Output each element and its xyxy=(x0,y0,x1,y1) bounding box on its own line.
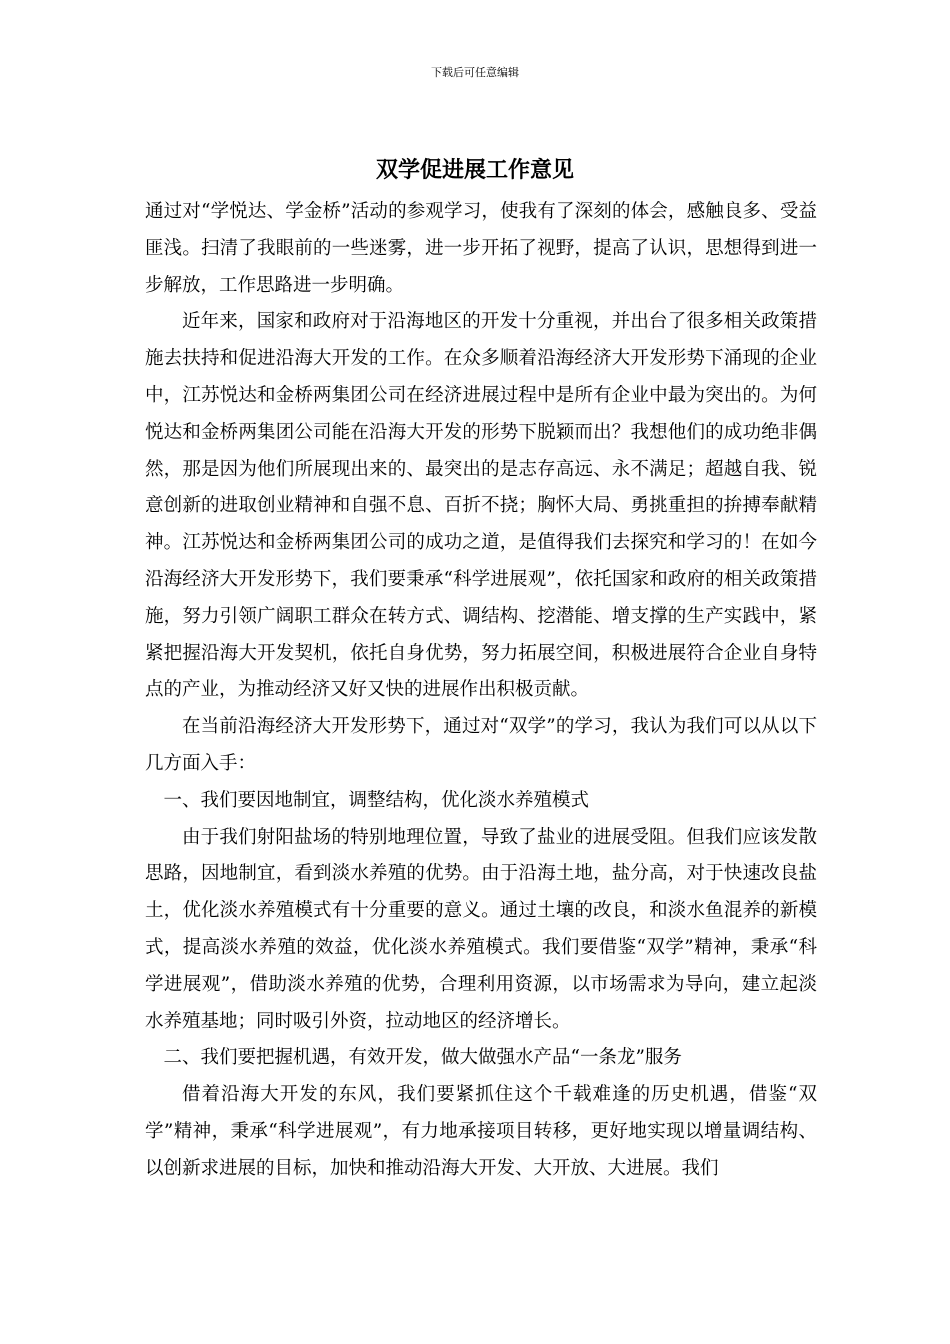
paragraph-section-2: 借着沿海大开发的东风，我们要紧抓住这个千载难逢的历史机遇，借鉴“双学”精神，秉承“科学进展观”，有力地承接项目转移，更好地实现以增量调结构、以创新求进展的目标，加快和推动沿海大开发、大开放、大进展。我们 xyxy=(145,1084,817,1179)
paragraph-section-1: 由于我们射阳盐场的特别地理位置，导致了盐业的进展受阻。但我们应该发散思路，因地制宜，看到淡水养殖的优势。由于沿海土地，盐分高，对于快速改良盐土，优化淡水养殖模式有十分重要的意义。通过土壤的改良，和淡水鱼混养的新模式，提高淡水养殖的效益，优化淡水养殖模式。我们要借鉴“双学”精神，秉承“科学进展观”，借助淡水养殖的优势，合理利用资源，以市场需求为导向，建立起淡水养殖基地；同时吸引外资，拉动地区的经济增长。 xyxy=(145,826,817,1032)
section-heading-2: 二、我们要把握机遇，有效开发，做大做强水产品“一条龙”服务 xyxy=(163,1047,682,1069)
paragraph-background: 近年来，国家和政府对于沿海地区的开发十分重视，并出台了很多相关政策措施去扶持和促进沿海大开发的工作。在众多顺着沿海经济大开发形势下涌现的企业中，江苏悦达和金桥两集团公司在经济进展过程中是所有企业中最为突出的。为何悦达和金桥两集团公司能在沿海大开发的形势下脱颖而出？我想他们的成功绝非偶然，那是因为他们所展现出来的、最突出的是志存高远、永不满足；超越自我、锐意创新的进取创业精神和自强不息、百折不挠；胸怀大局、勇挑重担的拚搏奉献精神。江苏悦达和金桥两集团公司的成功之道，是值得我们去探究和学习的！在如今沿海经济大开发形势下，我们要秉承“科学进展观”，依托国家和政府的相关政策措施，努力引领广阔职工群众在转方式、调结构、挖潜能、增支撑的生产实践中，紧紧把握沿海大开发契机，依托自身优势，努力拓展空间，积极进展符合企业自身特点的产业，为推动经济又好又快的进展作出积极贡献。 xyxy=(145,311,817,701)
paragraph-approach: 在当前沿海经济大开发形势下，通过对“双学”的学习，我认为我们可以从以下几方面入手： xyxy=(145,716,817,774)
header-note: 下载后可任意编辑 xyxy=(431,66,519,79)
section-heading-1: 一、我们要因地制宜，调整结构，优化淡水养殖模式 xyxy=(163,789,590,811)
paragraph-intro: 通过对“学悦达、学金桥”活动的参观学习，使我有了深刻的体会，感触良多、受益匪浅。扫清了我眼前的一些迷雾，进一步开拓了视野，提高了认识，思想得到进一步解放，工作思路进一步明确。 xyxy=(145,201,817,296)
document-title: 双学促进展工作意见 xyxy=(375,157,574,183)
document-body xyxy=(145,194,817,1188)
